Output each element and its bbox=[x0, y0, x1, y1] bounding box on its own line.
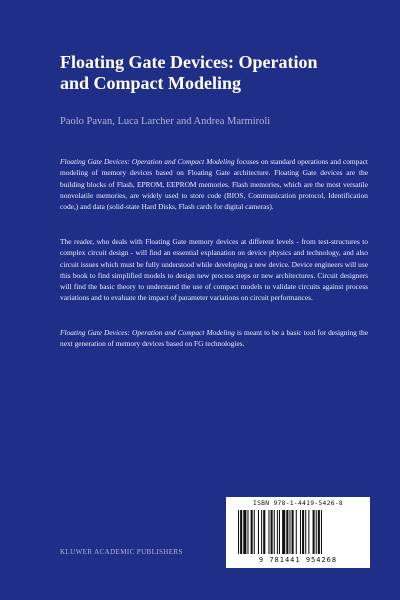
barcode-icon bbox=[236, 510, 360, 554]
barcode-bar bbox=[261, 510, 262, 554]
barcode-bar bbox=[271, 510, 273, 554]
barcode-bar bbox=[247, 510, 248, 554]
isbn-text: ISBN 978-1-4419-5426-8 bbox=[252, 500, 343, 507]
barcode-bar bbox=[316, 510, 317, 554]
barcode-bar bbox=[263, 510, 265, 554]
barcode-bar bbox=[277, 510, 278, 554]
book-title bbox=[60, 52, 380, 94]
barcode-bar bbox=[258, 510, 259, 554]
publisher-name: KLUWER ACADEMIC PUBLISHERS bbox=[60, 548, 183, 556]
description-paragraph-1 bbox=[60, 156, 368, 212]
barcode-bar bbox=[268, 510, 269, 554]
barcode-bar bbox=[300, 510, 301, 554]
description-paragraph-3 bbox=[60, 327, 368, 350]
barcode-bar bbox=[321, 510, 322, 554]
book-title-line-1: Floating Gate Devices: Operation bbox=[60, 52, 318, 72]
barcode-bar bbox=[296, 510, 297, 554]
book-authors: Paolo Pavan, Luca Larcher and Andrea Marmiroli bbox=[60, 116, 271, 127]
barcode-bar bbox=[313, 510, 315, 554]
description-paragraph-1-text: focuses on standard operations and compact modeling of memory devices based on Floating Gate architecture. Floating Gate devices are the building blocks of Flash, EPROM, EEPROM memories. Flash memories, which are the most versatile nonvolatile memories, are widely used to store code (BIOS, Communication protocol, Identification code,) and data (solid-state Hard Disks, Flash cards for digital cameras). bbox=[60, 157, 368, 212]
barcode-bar bbox=[286, 510, 288, 554]
barcode-bar bbox=[238, 510, 239, 554]
description-paragraph-3-italic-title: Floating Gate Devices: Operation and Compact Modeling bbox=[60, 328, 235, 337]
book-title-line-2: and Compact Modeling bbox=[60, 73, 242, 93]
barcode-label bbox=[226, 497, 370, 568]
barcode-bar bbox=[279, 510, 280, 554]
barcode-bar bbox=[282, 510, 285, 554]
description-paragraph-2: The reader, who deals with Floating Gate memory devices at different levels - from test-structures to complex circuit design - will find an essential explanation on device physics and technology, and also circuit issues which must be fully understood while developing a new device. Device engineers will use this book to find simplified models to design new process steps or new architectures. Circuit designers will find the basic theory to understand the use of compact models to validate circuits against process variations and to evaluate the impact of parameter variations on circuit performances. bbox=[60, 237, 368, 303]
description-paragraph-3-text: is meant to be a basic tool for designing the next generation of memory devices based on FG technologies. bbox=[60, 328, 368, 349]
barcode-bar bbox=[240, 510, 242, 554]
barcode-bar bbox=[254, 510, 255, 554]
barcode-bar bbox=[302, 510, 304, 554]
barcode-bar bbox=[305, 510, 306, 554]
barcode-bar bbox=[274, 510, 275, 554]
ean-digits: 9 781441 954268 bbox=[258, 556, 338, 564]
barcode-bar bbox=[251, 510, 253, 554]
barcode-bar bbox=[289, 510, 290, 554]
barcode-bar bbox=[292, 510, 294, 554]
barcode-bar bbox=[318, 510, 320, 554]
barcode-bar bbox=[308, 510, 309, 554]
barcode-bar bbox=[243, 510, 246, 554]
description-paragraph-1-italic-title: Floating Gate Devices: Operation and Compact Modeling bbox=[60, 157, 235, 166]
